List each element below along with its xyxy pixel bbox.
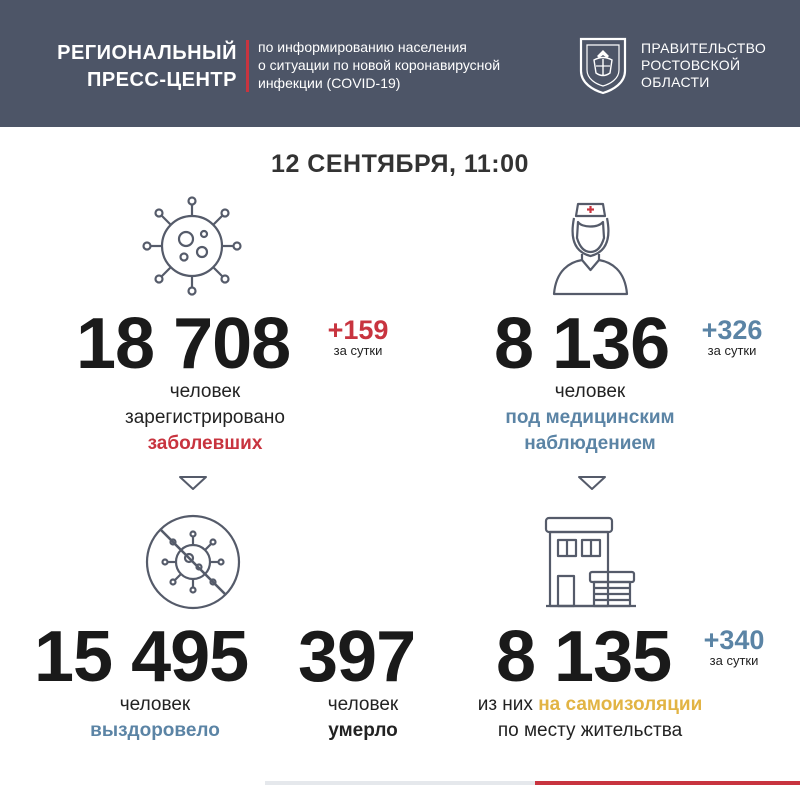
header-divider <box>246 40 249 92</box>
observed-per-day-label: за сутки <box>707 343 757 358</box>
gov-line-3: ОБЛАСТИ <box>641 74 710 90</box>
cases-per-day-label: за сутки <box>333 343 383 358</box>
observed-caption <box>470 379 710 457</box>
gov-line-2: РОСТОВСКОЙ <box>641 57 741 73</box>
no-virus-icon <box>143 512 243 612</box>
coat-of-arms-icon <box>577 35 629 95</box>
title-line-2: ПРЕСС-ЦЕНТР <box>86 69 237 91</box>
virus-icon <box>140 194 245 299</box>
observed-caption-line-2: под медицинским <box>505 407 675 428</box>
isolation-delta: +340 <box>703 625 765 655</box>
title-line-1: РЕГИОНАЛЬНЫЙ <box>57 42 237 64</box>
recovered-caption-line-1: человек <box>119 694 191 715</box>
cases-caption-line-3: заболевших <box>147 433 263 454</box>
press-center-title <box>0 40 237 94</box>
isolation-total: 8 135 <box>496 617 672 697</box>
recovered-caption <box>60 692 250 744</box>
report-date: 12 СЕНТЯБРЯ, 11:00 <box>271 150 529 178</box>
observed-delta: +326 <box>701 315 763 345</box>
died-caption-line-2: умерло <box>328 720 398 741</box>
died-caption <box>298 692 428 744</box>
isolation-caption-highlight: на самоизоляции <box>538 694 703 715</box>
isolation-caption-line-1 <box>440 692 740 718</box>
isolation-caption-line-2: по месту жительства <box>497 720 683 741</box>
recovered-total: 15 495 <box>34 617 249 697</box>
government-title <box>641 40 791 91</box>
gov-line-1: ПРАВИТЕЛЬСТВО <box>641 40 767 56</box>
down-triangle-icon <box>577 475 607 491</box>
press-center-description <box>258 38 558 92</box>
recovered-caption-line-2: выздоровело <box>90 720 220 741</box>
isolation-per-day-label: за сутки <box>709 653 759 668</box>
desc-line-2: о ситуации по новой коронавирусной <box>258 57 501 73</box>
header-bar <box>0 0 800 127</box>
cases-total: 18 708 <box>76 304 291 384</box>
house-icon <box>544 514 638 608</box>
cases-caption-line-1: человек <box>169 381 241 402</box>
cases-caption <box>90 379 320 457</box>
desc-line-1: по информированию населения <box>258 39 467 55</box>
down-triangle-icon <box>178 475 208 491</box>
isolation-caption <box>440 692 740 744</box>
observed-caption-line-1: человек <box>554 381 626 402</box>
isolation-caption-prefix: из них <box>477 694 539 715</box>
died-total: 397 <box>298 617 416 697</box>
died-caption-line-1: человек <box>327 694 399 715</box>
nurse-icon <box>548 198 633 296</box>
desc-line-3: инфекции (COVID-19) <box>258 75 401 91</box>
cases-delta: +159 <box>327 315 389 345</box>
footer-stripe <box>0 781 800 785</box>
cases-caption-line-2: зарегистрировано <box>125 407 285 428</box>
observed-caption-line-3: наблюдением <box>524 433 656 454</box>
observed-total: 8 136 <box>494 304 670 384</box>
